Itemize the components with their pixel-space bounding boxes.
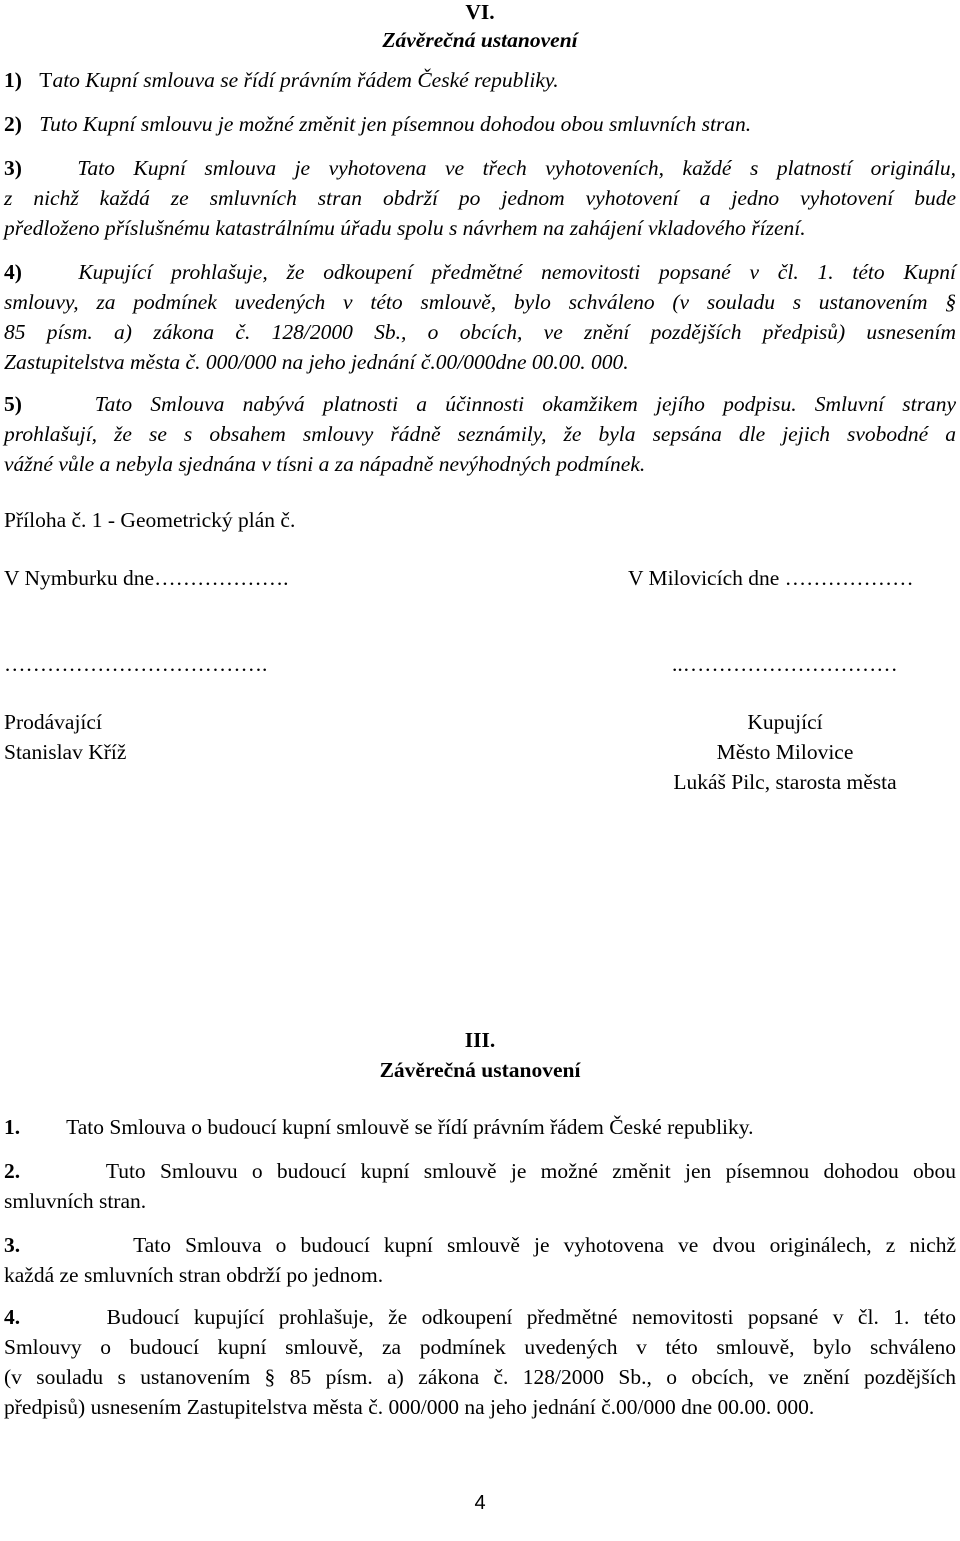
clause-3-line-1: 3) Tato Kupní smlouva je vyhotovena ve třech vyhotoveních, každé s platností originálu, (4, 156, 957, 180)
clause-3-line-2: z nichž každá ze smluvních stran obdrží po jednom vyhotovení a jedno vyhotovení bude (4, 186, 956, 210)
section-heading: Závěrečná ustanovení (379, 1058, 581, 1082)
page-number: 4 (474, 1492, 486, 1514)
clause-4-line-2: smlouvy, za podmínek uvedených v této smlouvě, bylo schváleno (v souladu s ustanovením § (4, 290, 956, 314)
signature-line-right: ..………………………… (672, 652, 898, 676)
article-1: 1. Tato Smlouva o budoucí kupní smlouvě se řídí právním řádem České republiky. (4, 1115, 754, 1139)
article-4-line-3: (v souladu s ustanovením § 85 písm. a) zákona č. 128/2000 Sb., o obcích, ve znění pozdějších (4, 1365, 956, 1389)
signature-line-left: ………………………………. (4, 652, 268, 676)
clause-4-line-3: 85 písm. a) zákona č. 128/2000 Sb., o obcích, ve znění pozdějších předpisů) usnesením (4, 320, 956, 344)
clause-4-line-4: Zastupitelstva města č. 000/000 na jeho jednání č.00/000dne 00.00. 000. (4, 350, 629, 374)
buyer-name: Lukáš Pilc, starosta města (673, 770, 897, 794)
clause-5-line-3: vážné vůle a nebyla sjednána v tísni a za nápadně nevýhodných podmínek. (4, 452, 646, 476)
clause-4-line-1: 4) Kupující prohlašuje, že odkoupení předmětné nemovitosti popsané v čl. 1. této Kupní (4, 260, 957, 284)
clause-5-line-1: 5) Tato Smlouva nabývá platnosti a účinnosti okamžikem jejího podpisu. Smluvní strany (4, 392, 956, 416)
clause-1: 1) Tato Kupní smlouva se řídí právním řádem České republiky. (4, 68, 559, 92)
buyer-role: Kupující (747, 710, 823, 734)
article-2-line-2: smluvních stran. (4, 1189, 147, 1213)
section-numeral: III. (464, 1028, 496, 1052)
buyer-org: Město Milovice (716, 740, 854, 764)
clause-2: 2) Tuto Kupní smlouvu je možné změnit jen písemnou dohodou obou smluvních stran. (4, 112, 752, 136)
article-3-line-1: 3. Tato Smlouva o budoucí kupní smlouvě je vyhotovena ve dvou originálech, z nichž (4, 1233, 956, 1257)
clause-3-line-3: předloženo příslušnému katastrálnímu úřadu spolu s návrhem na zahájení vkladového řízení. (4, 216, 806, 240)
article-4-line-1: 4. Budoucí kupující prohlašuje, že odkoupení předmětné nemovitosti popsané v čl. 1. této (4, 1305, 957, 1329)
place-date-left: V Nymburku dne………………. (4, 566, 289, 590)
article-4-line-4: předpisů) usnesením Zastupitelstva města č. 000/000 na jeho jednání č.00/000 dne 00.00. 000. (4, 1395, 815, 1419)
article-3-line-2: každá ze smluvních stran obdrží po jednom. (4, 1263, 384, 1287)
article-2-line-1: 2. Tuto Smlouvu o budoucí kupní smlouvě je možné změnit jen písemnou dohodou obou (4, 1159, 956, 1183)
seller-role: Prodávající (4, 710, 102, 734)
place-date-right: V Milovicích dne ……………… (628, 566, 914, 590)
attachment-line: Příloha č. 1 - Geometrický plán č. (4, 508, 296, 532)
seller-name: Stanislav Kříž (4, 740, 127, 764)
section-numeral: VI. (465, 0, 495, 24)
clause-5-line-2: prohlašují, že se s obsahem smlouvy řádně seznámily, že byla sepsána dle jejich svobodné a (4, 422, 956, 446)
section-heading: Závěrečná ustanovení (382, 28, 578, 52)
article-4-line-2: Smlouvy o budoucí kupní smlouvě, za podmínek uvedených v této smlouvě, bylo schváleno (4, 1335, 956, 1359)
